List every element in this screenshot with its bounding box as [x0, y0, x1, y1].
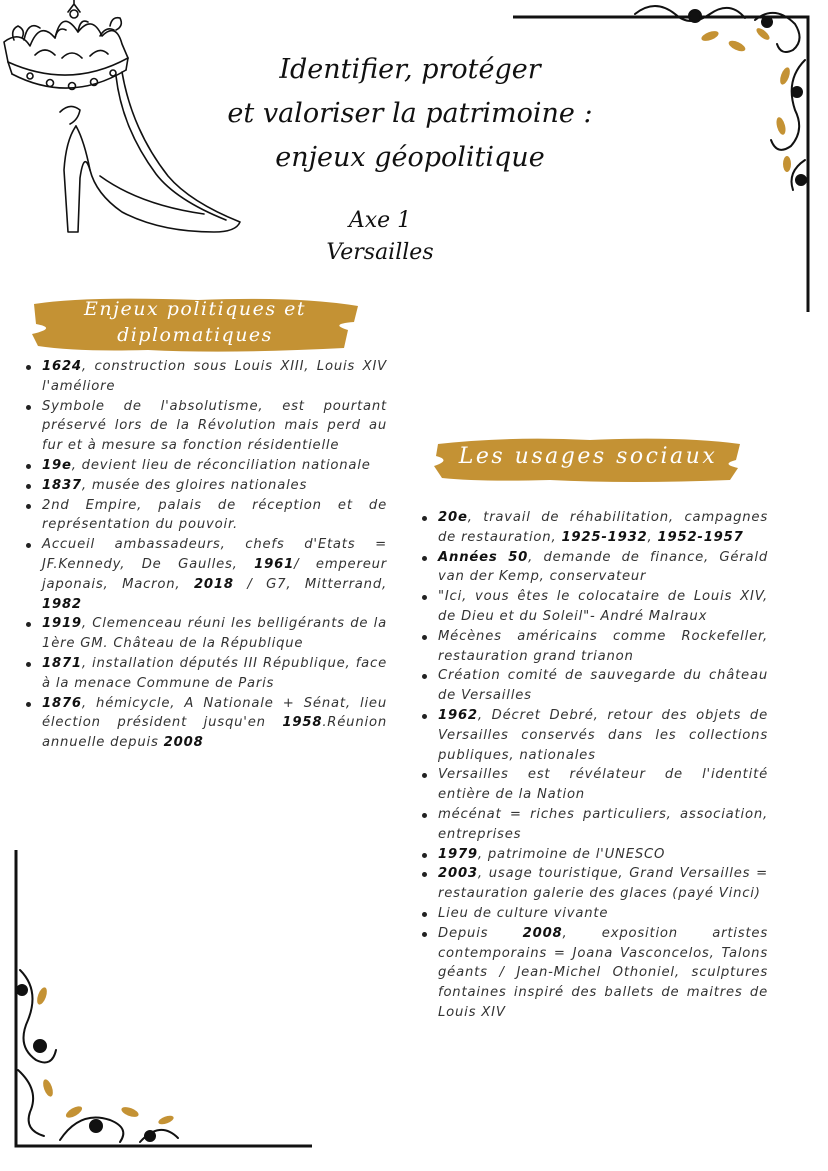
list-item [438, 666, 768, 706]
list-item [438, 805, 768, 845]
list-item [438, 765, 768, 805]
bold-date: 20e [438, 510, 468, 525]
list-item [42, 614, 387, 654]
list-item [438, 548, 768, 588]
title-line-1: Identifier, protéger [279, 54, 541, 85]
title-line-3: enjeux géopolitique [275, 142, 545, 173]
item-text: mécénat = riches particuliers, association, entreprises [438, 806, 768, 842]
list-item [438, 508, 768, 548]
bold-date: 1624 [42, 359, 82, 374]
item-text: Mécènes américains comme Rockefeller, restauration grand trianon [438, 628, 768, 664]
item-text: , travail de réhabilitation, campagnes de restauration, [438, 510, 768, 545]
bold-date: 1952-1957 [657, 529, 744, 545]
item-text: 2nd Empire, palais de réception et de représentation du pouvoir. [42, 497, 387, 533]
item-text: Lieu de culture vivante [438, 905, 609, 921]
bold-date: 2003 [438, 866, 478, 882]
bold-date: 1979 [438, 846, 478, 862]
list-item [438, 587, 768, 627]
item-text: Accueil ambassadeurs, chefs d'Etats = JF.Kennedy, De Gaulles, [42, 537, 387, 572]
item-text: , hémicycle, A Nationale + Sénat, lieu élection président jusqu'en [42, 695, 387, 731]
list-item [42, 456, 387, 476]
bold-date: 19e [42, 457, 72, 473]
bold-date: 1982 [42, 596, 82, 612]
list-item [42, 397, 387, 456]
item-text: , demande de finance, Gérald van der Kemp, conservateur [438, 549, 768, 585]
section-heading-left-line1: Enjeux politiques et [83, 298, 306, 320]
flourish-ornament-icon [0, 850, 320, 1171]
item-text: Création comité de sauvegarde du château de Versailles [438, 668, 768, 704]
item-text: , installation députés III République, face à la menace Commune de Paris [42, 655, 387, 691]
list-item [438, 845, 768, 865]
flourish-ornament-icon [505, 0, 828, 320]
right-bullet-list [420, 508, 768, 1023]
bold-date: 1876 [42, 695, 82, 711]
bold-date: 2008 [163, 735, 204, 751]
item-text: , musée des gloires nationales [81, 477, 308, 493]
item-text: , [647, 529, 658, 545]
section-heading-left-line2: diplomatiques [117, 324, 273, 346]
list-item [42, 357, 387, 397]
bold-date: 1871 [42, 655, 82, 671]
item-text: , usage touristique, Grand Versailles = restauration galerie des glaces (payé Vinci) [438, 866, 768, 902]
item-text: , Clemenceau réuni les belligérants de la 1ère GM. Château de la République [42, 616, 387, 652]
list-item [438, 904, 768, 924]
list-item [42, 496, 387, 536]
item-text: , patrimoine de l'UNESCO [477, 846, 666, 862]
bold-date: 1962 [438, 707, 478, 723]
bold-date: 1958 [282, 715, 323, 731]
place-label: Versailles [326, 240, 434, 265]
section-heading-left [40, 296, 350, 348]
axe-label: Axe 1 [348, 208, 412, 233]
item-text: , construction sous Louis XIII, Louis XIV l'améliore [42, 359, 387, 394]
bold-date: 1961 [254, 556, 295, 572]
section-heading-right: Les usages sociaux [458, 444, 718, 469]
item-text: Versailles est révélateur de l'identité entière de la Nation [438, 767, 768, 803]
item-text: "Ici, vous êtes le colocataire de Louis XIV, de Dieu et du Soleil"- André Malraux [438, 589, 768, 624]
list-item [438, 627, 768, 667]
list-item [438, 924, 768, 1023]
item-text: , devient lieu de réconciliation nationale [71, 457, 371, 473]
item-text: / G7, Mitterrand, [233, 576, 388, 592]
list-item [438, 864, 768, 904]
bold-date: 1925-1932 [561, 529, 648, 545]
list-item [42, 476, 387, 496]
bold-date: Années 50 [438, 549, 529, 565]
item-text: Depuis [438, 925, 523, 941]
list-item [42, 694, 387, 753]
subtitle [300, 205, 460, 269]
item-text: .Réunion annuelle depuis [42, 715, 387, 751]
list-item [42, 654, 387, 694]
bold-date: 2018 [193, 576, 234, 592]
item-text: Symbole de l'absolutisme, est pourtant préservé lors de la Révolution mais perd au fur et à mesure sa fonction résidentielle [42, 398, 387, 454]
title-line-2: et valoriser la patrimoine : [227, 98, 593, 129]
list-item [42, 535, 387, 614]
item-text: , exposition artistes contemporains = Joana Vasconcelos, Talons géants / Jean-Michel Othoniel, sculptures fontaines inspiré des ballets de maitres de Louis XIV [438, 925, 768, 1020]
bold-date: 2008 [522, 925, 563, 941]
bold-date: 1919 [42, 616, 82, 632]
item-text: , Décret Debré, retour des objets de Versailles conservés dans les collections publiques, nationales [438, 707, 768, 763]
item-text: / empereur japonais, Macron, [42, 556, 387, 592]
bold-date: 1837 [42, 477, 82, 493]
left-bullet-list [24, 357, 387, 753]
list-item [438, 706, 768, 765]
